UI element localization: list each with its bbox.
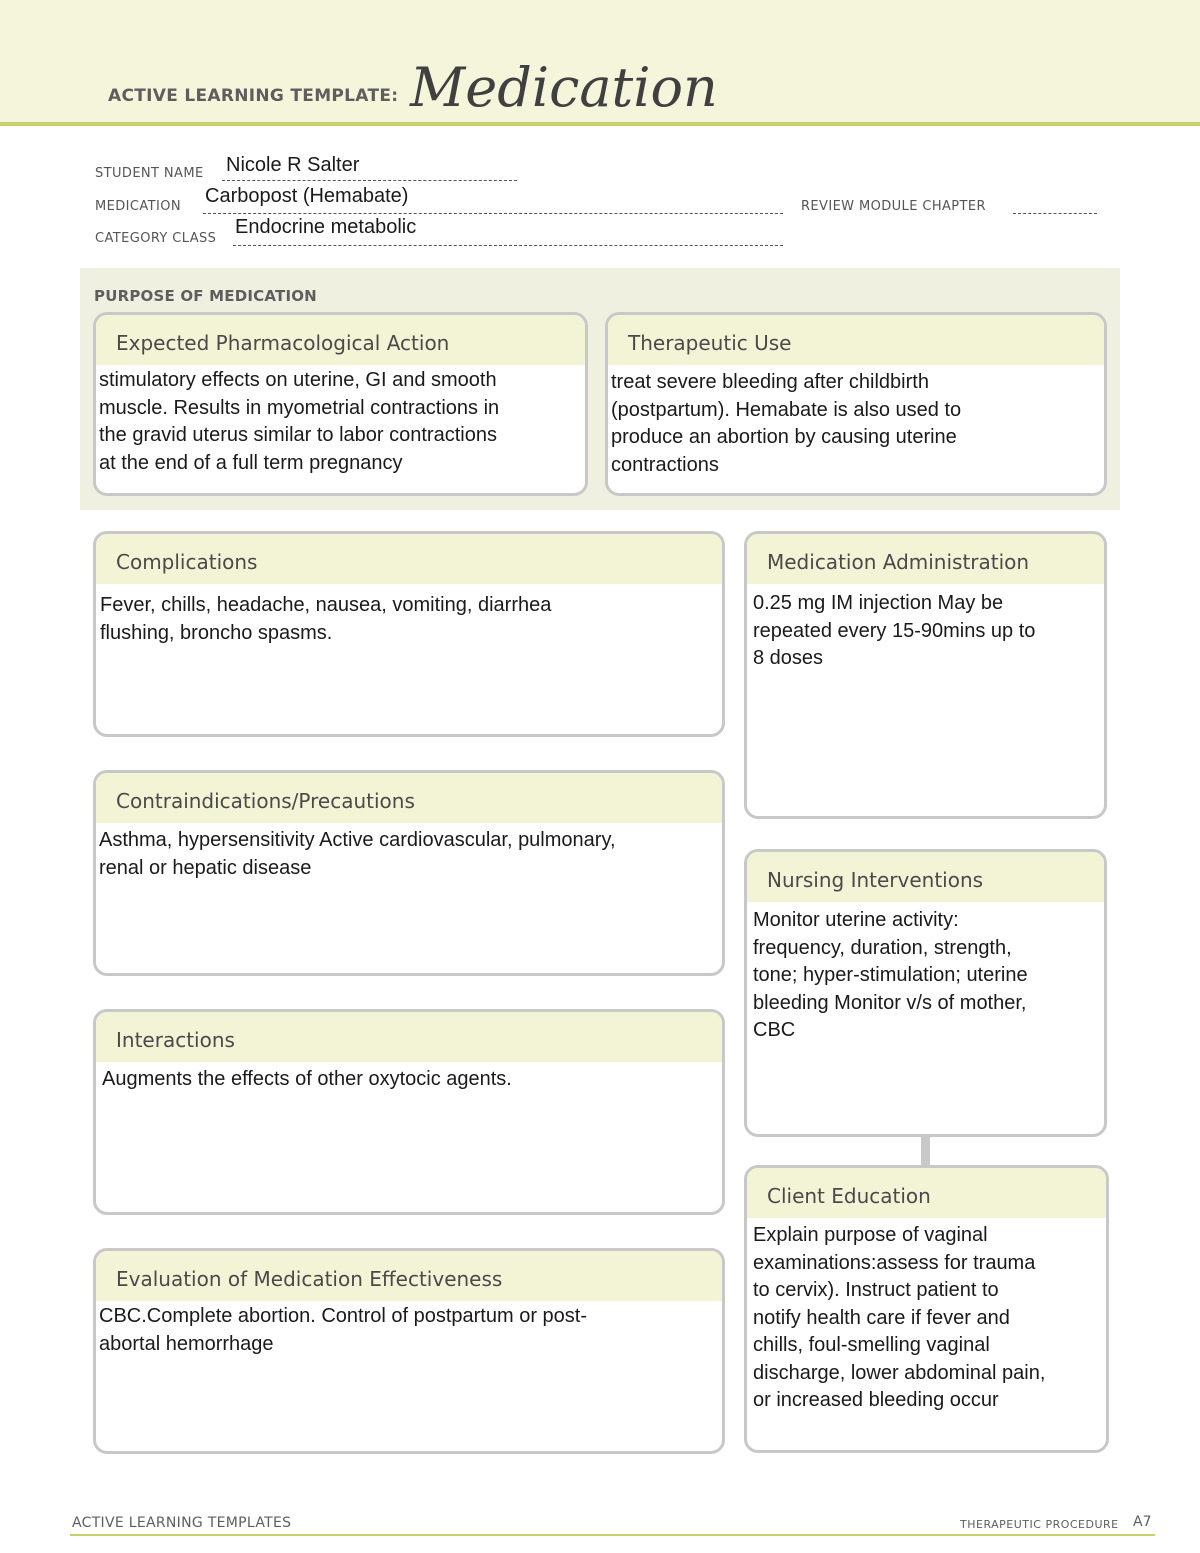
nursing-interventions-title: Nursing Interventions xyxy=(747,852,1104,902)
medication-field[interactable]: Carbopost (Hemabate) xyxy=(205,185,409,207)
purpose-label: PURPOSE OF MEDICATION xyxy=(94,287,317,305)
interactions-text[interactable]: Augments the effects of other oxytocic agents. xyxy=(102,1068,512,1090)
therapeutic-use-title: Therapeutic Use xyxy=(608,315,1104,365)
category-class-label: CATEGORY CLASS xyxy=(95,231,217,246)
medication-label: MEDICATION xyxy=(95,199,181,214)
student-name-label: STUDENT NAME xyxy=(95,166,204,181)
contraindications-title: Contraindications/Precautions xyxy=(96,773,722,823)
interactions-title: Interactions xyxy=(96,1012,722,1062)
student-name-field[interactable]: Nicole R Salter xyxy=(226,154,360,176)
review-module-label: REVIEW MODULE CHAPTER xyxy=(801,199,986,214)
contraindications-box xyxy=(93,770,725,976)
complications-text[interactable]: Fever, chills, headache, nausea, vomiting, diarrhea flushing, broncho spasms. xyxy=(100,594,552,644)
category-class-field[interactable]: Endocrine metabolic xyxy=(235,216,417,238)
template-label: ACTIVE LEARNING TEMPLATE: xyxy=(108,86,399,106)
evaluation-text[interactable]: CBC.Complete abortion. Control of postpartum or post- abortal hemorrhage xyxy=(99,1305,587,1355)
client-education-text[interactable]: Explain purpose of vaginal examinations:assess for trauma to cervix). Instruct patient to notify health care if fever and chills, foul-smelling vaginal discharge, lower abdominal pain, or increased bleeding occur xyxy=(753,1224,1046,1411)
medication-administration-text[interactable]: 0.25 mg IM injection May be repeated every 15-90mins up to 8 doses xyxy=(753,592,1036,669)
client-education-box xyxy=(744,1165,1109,1453)
nursing-interventions-box xyxy=(744,849,1107,1137)
evaluation-title: Evaluation of Medication Effectiveness xyxy=(96,1251,722,1301)
expected-action-text[interactable]: stimulatory effects on uterine, GI and smooth muscle. Results in myometrial contractions in the gravid uterus similar to labor contractions at the end of a full term pregnancy xyxy=(99,369,500,474)
footer-right-label: THERAPEUTIC PROCEDURE xyxy=(960,1518,1119,1531)
medication-administration-title: Medication Administration xyxy=(747,534,1104,584)
complications-box xyxy=(93,531,725,737)
therapeutic-use-text[interactable]: treat severe bleeding after childbirth (postpartum). Hemabate is also used to produce an abortion by causing uterine contractions xyxy=(611,371,962,476)
expected-action-title: Expected Pharmacological Action xyxy=(96,315,585,365)
connector-bar xyxy=(921,1136,930,1166)
student-name-line xyxy=(222,180,517,181)
client-education-title: Client Education xyxy=(747,1168,1106,1218)
contraindications-text[interactable]: Asthma, hypersensitivity Active cardiovascular, pulmonary, renal or hepatic disease xyxy=(99,829,616,879)
page-number: A7 xyxy=(1133,1514,1152,1530)
footer-divider xyxy=(70,1534,1155,1536)
page-title: Medication xyxy=(410,56,718,119)
category-class-line xyxy=(233,245,783,246)
evaluation-box xyxy=(93,1248,725,1454)
medication-line xyxy=(203,213,783,214)
interactions-box xyxy=(93,1009,725,1215)
expected-action-box xyxy=(93,312,588,496)
medication-administration-box xyxy=(744,531,1107,819)
complications-title: Complications xyxy=(96,534,722,584)
therapeutic-use-box xyxy=(605,312,1107,496)
review-module-field[interactable] xyxy=(1013,213,1097,214)
nursing-interventions-text[interactable]: Monitor uterine activity: frequency, duration, strength, tone; hyper-stimulation; uterine bleeding Monitor v/s of mother, CBC xyxy=(753,909,1028,1041)
footer-left-label: ACTIVE LEARNING TEMPLATES xyxy=(72,1515,292,1531)
